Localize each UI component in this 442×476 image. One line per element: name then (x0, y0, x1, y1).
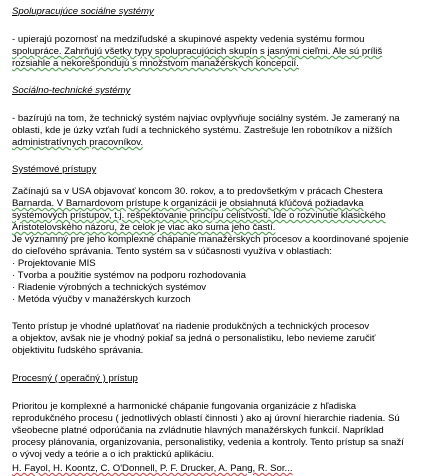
paragraph-line: objektivitu ľudského správania. (12, 345, 144, 356)
paragraph-line: Aristotelovského názoru, že celok je viac ako suma jeho častí. (12, 222, 276, 233)
paragraph-line: Barnarda. V Barnardovom prístupe k organizácii je obsiahnutá kľúčová požiadavka (12, 198, 364, 209)
paragraph-line: systémových prístupov, t.j. rešpektovanie princípu celistvosti. Ide o rozvinutie klasického (12, 210, 386, 221)
paragraph-line: Je významný pre jeho komplexné chápanie manažérskych procesov a koordinované spojenie (12, 234, 409, 245)
paragraph-line: do cieľového správania. Tento systém sa v súčasnosti využíva v oblastiach: (12, 246, 332, 257)
section-heading-process-approach: Procesný ( operačný ) prístup (12, 373, 138, 384)
section-heading-system-approaches: Systémové prístupy (12, 164, 97, 175)
list-item: · Metóda výučby v manažérskych kurzoch (12, 294, 191, 305)
list-item: · Riadenie výrobných a technických systémov (12, 282, 207, 293)
paragraph-line: procesy plánovania, organizovania, personalistiky, vedenia a kontroly. Tento prístup sa snaží (12, 437, 404, 448)
paragraph-line: spolupráce. Zahrňujú všetky typy spolupracujúcich skupín s jasnými cieľmi. Ale sú príliš (12, 46, 383, 57)
paragraph-line: o vývoj vedy a teórie a o ich praktickú aplikáciu. (12, 449, 215, 460)
paragraph-line: H. Fayol, H. Koontz, C. O'Donnell, P. F. Drucker, A. Pang, R. Sor... (12, 463, 293, 474)
paragraph-line: - upierajú pozornosť na medziľudské a skupinové aspekty vedenia systému formou (12, 34, 365, 45)
list-item: · Tvorba a použitie systémov na podporu rozhodovania (12, 270, 246, 281)
section-heading-socio-technical-systems: Sociálno-technické systémy (12, 85, 131, 96)
paragraph-line: všeobecne platné odporúčania na zvládnutie hlavných manažérskych funkcií. Napríklad (12, 425, 384, 436)
list-item: · Projektovanie MIS (12, 258, 96, 269)
paragraph-line: Začínajú sa v USA objavovať koncom 30. rokov, a to predovšetkým v prácach Chestera (12, 186, 383, 197)
paragraph-line: rozsiahle a nekorešpondujú s množstvom manažérskych koncepcií. (12, 58, 299, 69)
paragraph-line: reprodukčného procesu ( jednotlivých oblastí činnosti ) ako aj úrovní hierarchie riadenia. Sú (12, 413, 400, 424)
paragraph-line: - bazírujú na tom, že technický systém najviac ovplyvňuje sociálny systém. Je zameraný na (12, 113, 400, 124)
paragraph-line: a objektov, avšak nie je vhodný pokiaľ sa jedná o personalistiku, lebo nevieme zaručiť (12, 333, 376, 344)
paragraph-line: administratívnych pracovníkov. (12, 137, 143, 148)
paragraph-line: Prioritou je komplexné a harmonické chápanie fungovania organizácie z hľadiska (12, 401, 357, 412)
section-heading-cooperative-social-systems: Spolupracujúce sociálne systémy (12, 6, 154, 17)
paragraph-line: oblasti, kde je úzky vzťah ľudí a technického systému. Zastrešuje len robotníkov a nižších (12, 125, 393, 136)
paragraph-line: Tento prístup je vhodné uplatňovať na riadenie produkčných a technických procesov (12, 321, 370, 332)
